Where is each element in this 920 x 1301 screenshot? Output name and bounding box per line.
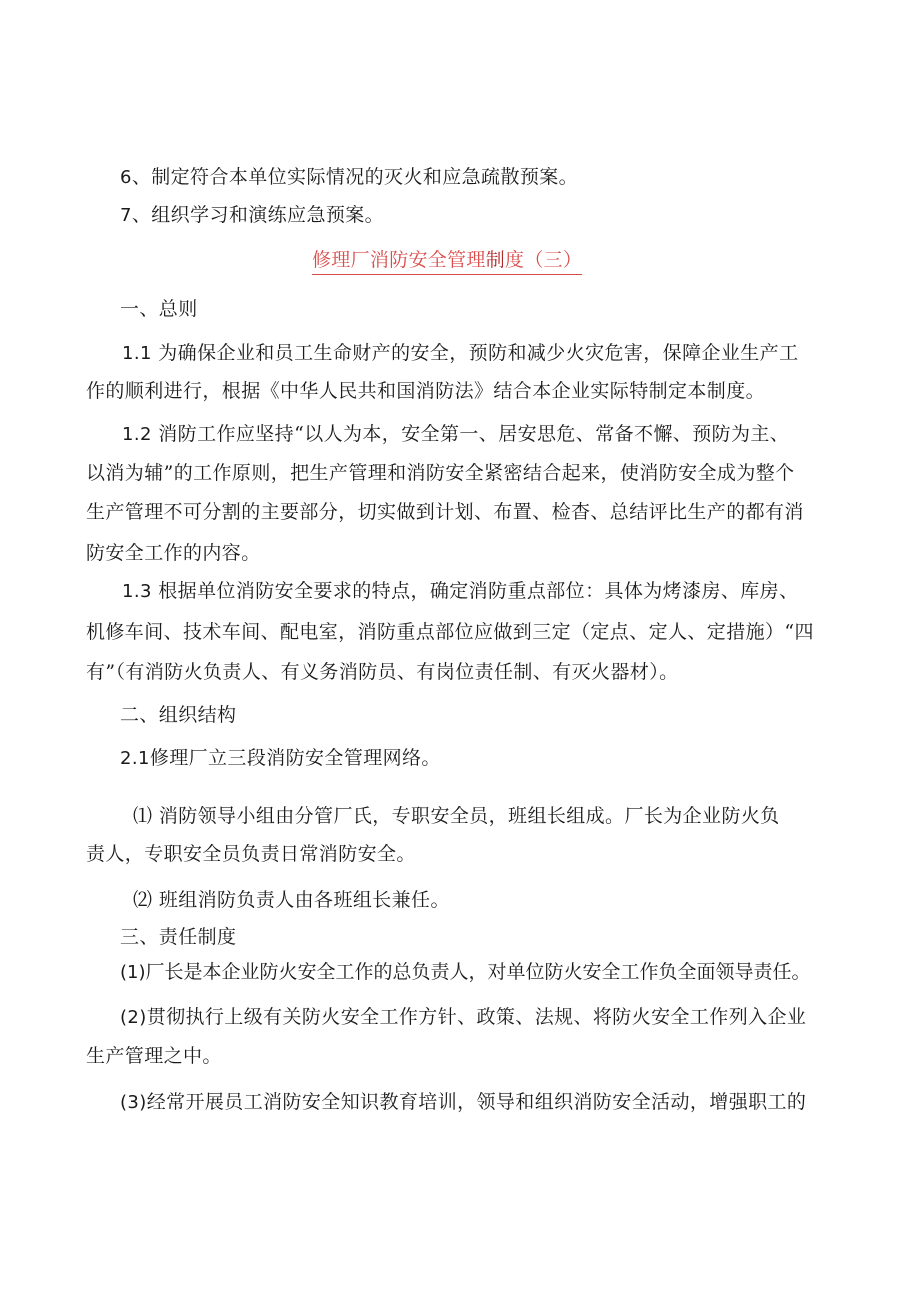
paragraph-1-1-number: 1.1 (122, 343, 152, 364)
item-7 (120, 203, 384, 228)
responsibility-3 (120, 1090, 806, 1115)
paragraph-1-1-text-1: 为确保企业和员工生命财产的安全，预防和减少火灾危害，保障企业生产工 (158, 342, 799, 364)
responsibility-3-number: (3) (120, 1092, 147, 1113)
responsibility-2-number: (2) (120, 1007, 147, 1028)
paragraph-2-1-text: 修理厂立三段消防安全管理网络。 (149, 747, 441, 769)
item-6-number: 6 (120, 167, 132, 188)
item-7-text: 、组织学习和演练应急预案。 (131, 204, 385, 226)
paragraph-1-2-line-2: 以消为辅”的工作原则，把生产管理和消防安全紧密结合起来，使消防安全成为整个 (86, 462, 795, 484)
org-item-1-line-1 (133, 804, 780, 828)
paragraph-1-3-line-3: 有”（有消防火负责人、有义务消防员、有岗位责任制、有灭火器材）。 (86, 661, 679, 683)
org-item-2-number: ⑵ (133, 889, 153, 911)
responsibility-1 (120, 960, 811, 985)
responsibility-2-text-1: 贯彻执行上级有关防火安全工作方针、政策、法规、将防火安全工作列入企业 (146, 1006, 807, 1028)
paragraph-1-2-line-1 (122, 422, 789, 447)
paragraph-1-3-line-2: 机修车间、技术车间、配电室，消防重点部位应做到三定（定点、定人、定措施）“四 (86, 621, 814, 643)
responsibility-3-text: 经常开展员工消防安全知识教育培训，领导和组织消防安全活动，增强职工的 (146, 1091, 807, 1113)
document-title (312, 248, 582, 275)
item-6-text: 、制定符合本单位实际情况的灭火和应急疏散预案。 (131, 166, 579, 188)
paragraph-1-1-line-2: 作的顺利进行，根据《中华人民共和国消防法》结合本企业实际特制定本制度。 (86, 380, 766, 402)
org-item-2-text: 班组消防负责人由各班组长兼任。 (158, 889, 450, 911)
item-6 (120, 165, 578, 190)
responsibility-1-number: (1) (120, 962, 146, 983)
section-2-heading: 二、组织结构 (120, 704, 237, 726)
section-1-heading: 一、总则 (120, 298, 198, 320)
paragraph-2-1-number: 2.1 (120, 748, 150, 769)
paragraph-2-1 (120, 746, 441, 771)
paragraph-1-1-line-1 (122, 341, 798, 366)
paragraph-1-3-line-1 (122, 579, 798, 604)
paragraph-1-2-line-4: 防安全工作的内容。 (86, 542, 261, 564)
org-item-1-text-1: 消防领导小组由分管厂氏，专职安全员，班组长组成。厂长为企业防火负 (158, 805, 780, 827)
paragraph-1-2-number: 1.2 (122, 424, 152, 445)
org-item-2 (133, 888, 450, 912)
responsibility-2-line-2: 生产管理之中。 (86, 1045, 222, 1067)
paragraph-1-3-text-1: 根据单位消防安全要求的特点，确定消防重点部位：具体为烤漆房、库房、 (158, 580, 799, 602)
section-3-heading: 三、责任制度 (120, 926, 237, 948)
responsibility-1-text: 厂长是本企业防火安全工作的总负责人，对单位防火安全工作负全面领导责任。 (145, 961, 811, 983)
item-7-number: 7 (120, 205, 132, 226)
responsibility-2-line-1 (120, 1005, 806, 1030)
org-item-1-number: ⑴ (133, 805, 153, 827)
paragraph-1-2-line-3: 生产管理不可分割的主要部分，切实做到计划、布置、检杳、总结评比生产的都有消 (86, 501, 804, 523)
paragraph-1-3-number: 1.3 (122, 581, 152, 602)
paragraph-1-2-text-1: 消防工作应坚持“以人为本，安全第一、居安思危、常备不懈、预防为主、 (158, 423, 790, 445)
org-item-1-line-2: 责人，专职安全员负责日常消防安全。 (86, 843, 416, 865)
title-part-3: 度（三） (505, 249, 583, 271)
title-part-2: 制 (485, 249, 506, 271)
title-part-1: 修理厂消防安全管理 (312, 249, 486, 271)
